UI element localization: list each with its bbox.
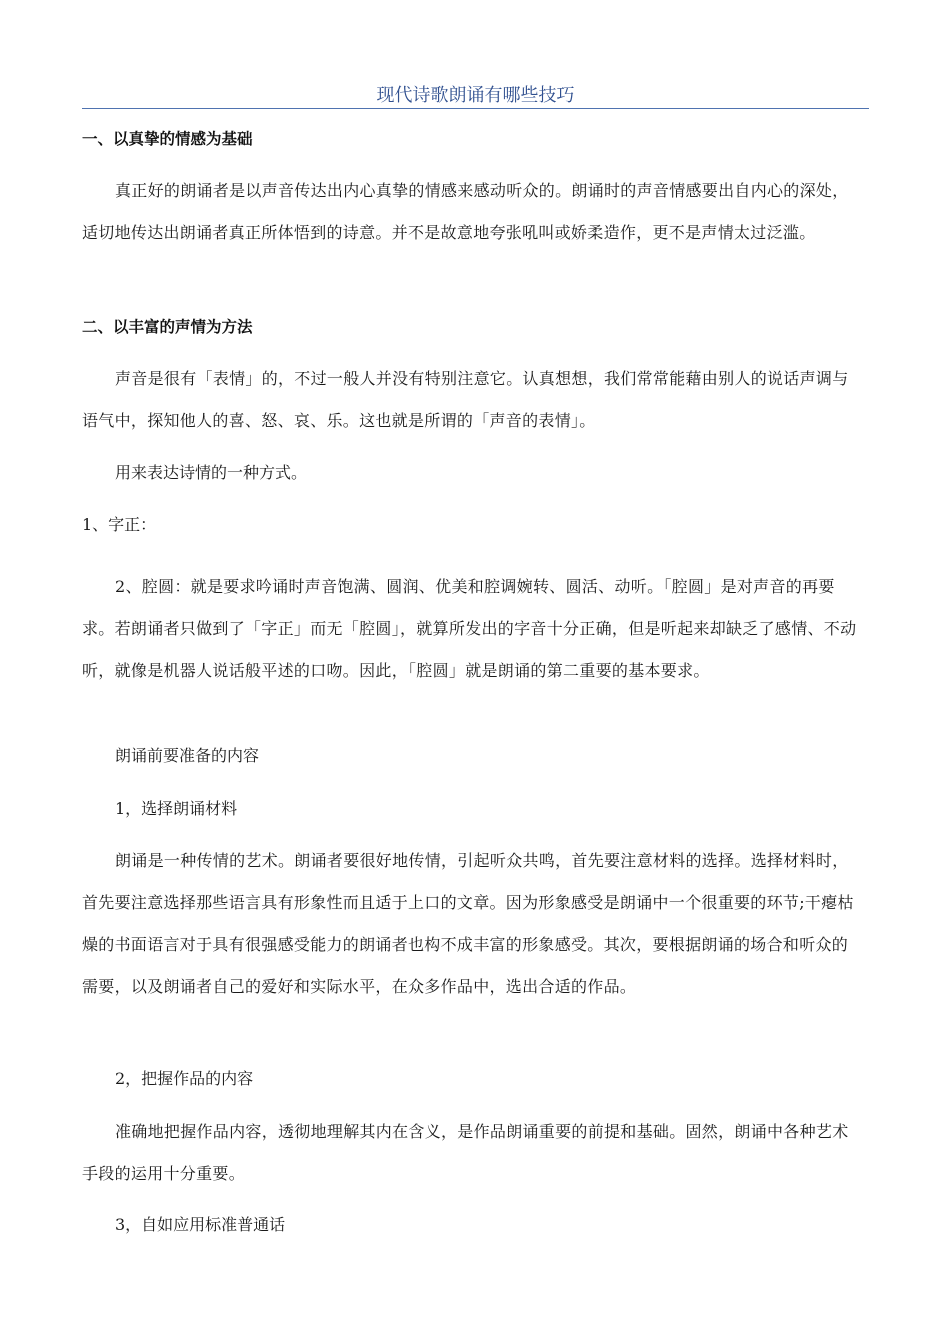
section1-paragraph: 真正好的朗诵者是以声音传达出内心真挚的情感来感动听众的。朗诵时的声音情感要出自内心的深处，适切地传达出朗诵者真正所体悟到的诗意。并不是故意地夸张吼叫或娇柔造作，更不是声情太过泛滥。 [82,181,849,242]
section2-line: 用来表达诗情的一种方式。 [115,463,308,482]
section2-heading: 二、以丰富的声情为方法 [82,318,253,336]
document-title: 现代诗歌朗诵有哪些技巧 [376,85,575,106]
prep-heading: 朗诵前要准备的内容 [115,746,260,765]
prep3-heading: 3，自如应用标准普通话 [115,1215,286,1234]
title-underline [82,108,869,109]
item1-label: 1、字正： [82,515,157,534]
section2-paragraph: 声音是很有「表情」的，不过一般人并没有特别注意它。认真想想，我们常常能藉由别人的说话声调与语气中，探知他人的喜、怒、哀、乐。这也就是所谓的「声音的表情」。 [82,369,849,430]
section1-heading: 一、以真挚的情感为基础 [82,130,253,148]
prep2-paragraph: 准确地把握作品内容，透彻地理解其内在含义，是作品朗诵重要的前提和基础。固然，朗诵中各种艺术手段的运用十分重要。 [82,1122,849,1183]
prep1-heading: 1，选择朗诵材料 [115,799,238,818]
prep1-paragraph: 朗诵是一种传情的艺术。朗诵者要很好地传情，引起听众共鸣，首先要注意材料的选择。选择材料时，首先要注意选择那些语言具有形象性而且适于上口的文章。因为形象感受是朗诵中一个很重要的环节;干瘪枯燥的书面语言对于具有很强感受能力的朗诵者也构不成丰富的形象感受。其次，要根据朗诵的场合和听众的需要，以及朗诵者自己的爱好和实际水平，在众多作品中，选出合适的作品。 [82,851,854,996]
item2-paragraph: 2、腔圆：就是要求吟诵时声音饱满、圆润、优美和腔调婉转、圆活、动听。「腔圆」是对声音的再要求。若朗诵者只做到了「字正」而无「腔圆」，就算所发出的字音十分正确，但是听起来却缺乏了感情、不动听，就像是机器人说话般平述的口吻。因此，「腔圆」就是朗诵的第二重要的基本要求。 [82,577,857,680]
prep2-heading: 2，把握作品的内容 [115,1069,254,1088]
